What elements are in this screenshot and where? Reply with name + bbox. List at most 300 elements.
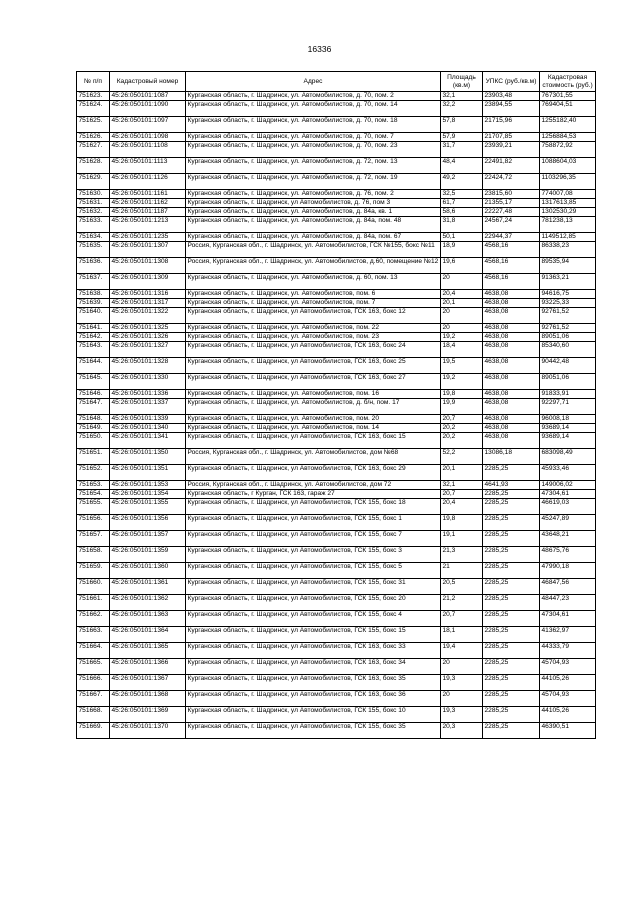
cell-cadastral-number: 45:26:050101:1359 <box>110 547 186 563</box>
cell-area: 18,4 <box>441 342 483 358</box>
table-row <box>77 611 596 627</box>
cell-area: 20 <box>441 659 483 675</box>
cell-address: Россия, Курганская обл., г. Шадринск, ул. Автомобилистов, дом №68 <box>186 449 441 465</box>
cell-address: Курганская область, г. Шадринск, ул. Автомобилистов, д. 70, пом. 7 <box>186 133 441 142</box>
cell-row-number: 751634. <box>77 233 110 242</box>
table-row <box>77 691 596 707</box>
cell-area: 20,1 <box>441 465 483 481</box>
cell-cadastral-number: 45:26:050101:1369 <box>110 707 186 723</box>
table-row <box>77 333 596 342</box>
cell-upks: 2285,25 <box>483 659 540 675</box>
cell-area: 57,8 <box>441 117 483 133</box>
cell-address: Курганская область, г. Шадринск, ул. Автомобилистов, д. 70, пом. 18 <box>186 117 441 133</box>
cell-address: Курганская область, г. Шадринск, ул. Автомобилистов, пом. 14 <box>186 424 441 433</box>
cell-upks: 4638,08 <box>483 399 540 415</box>
table-row <box>77 531 596 547</box>
cell-area: 61,7 <box>441 199 483 208</box>
cell-area: 20,7 <box>441 415 483 424</box>
cell-cadastral-number: 45:26:050101:1370 <box>110 723 186 739</box>
cell-upks: 21715,96 <box>483 117 540 133</box>
cell-row-number: 751630. <box>77 190 110 199</box>
cell-address: Курганская область, г. Шадринск, ул Автомобилистов, ГСК 163, бокс 12 <box>186 308 441 324</box>
table-row <box>77 595 596 611</box>
cell-cadastral-cost: 46390,51 <box>540 723 596 739</box>
cell-address: Курганская область, г. Шадринск, ул Автомобилистов, ГСК 155, бокс 4 <box>186 611 441 627</box>
cell-address: Курганская область, г. Шадринск, ул Автомобилистов, ГСК 155, бокс 5 <box>186 563 441 579</box>
cell-address: Россия, Курганская обл., г. Шадринск, ул. Автомобилистов, д.60, помещение №12 <box>186 258 441 274</box>
cell-row-number: 751631. <box>77 199 110 208</box>
table-row <box>77 190 596 199</box>
cell-address: Курганская область, г. Шадринск, ул Автомобилистов, д. 76, пом 3 <box>186 199 441 208</box>
cell-area: 32,5 <box>441 190 483 199</box>
cell-row-number: 751629. <box>77 174 110 190</box>
cell-area: 57,9 <box>441 133 483 142</box>
cell-area: 19,8 <box>441 515 483 531</box>
cell-upks: 23894,55 <box>483 101 540 117</box>
table-row <box>77 579 596 595</box>
cell-upks: 13086,18 <box>483 449 540 465</box>
cell-cadastral-number: 45:26:050101:1126 <box>110 174 186 190</box>
cell-area: 19,3 <box>441 675 483 691</box>
cell-upks: 24567,24 <box>483 217 540 233</box>
cell-upks: 2285,25 <box>483 531 540 547</box>
cell-cadastral-cost: 89535,94 <box>540 258 596 274</box>
table-row <box>77 374 596 390</box>
cell-area: 18,1 <box>441 627 483 643</box>
table-row <box>77 274 596 290</box>
cell-row-number: 751647. <box>77 399 110 415</box>
table-row <box>77 499 596 515</box>
cell-row-number: 751642. <box>77 333 110 342</box>
cell-area: 32,2 <box>441 101 483 117</box>
header-cadastral-number: Кадастровый номер <box>110 72 186 92</box>
cell-row-number: 751654. <box>77 490 110 499</box>
cell-upks: 4638,08 <box>483 342 540 358</box>
cell-area: 21,2 <box>441 595 483 611</box>
cell-cadastral-cost: 44105,26 <box>540 707 596 723</box>
cell-cadastral-number: 45:26:050101:1316 <box>110 290 186 299</box>
table-row <box>77 217 596 233</box>
cell-cadastral-cost: 781238,13 <box>540 217 596 233</box>
cell-row-number: 751667. <box>77 691 110 707</box>
cell-address: Курганская область, г. Шадринск, ул Автомобилистов, ГСК 163, бокс 33 <box>186 643 441 659</box>
cell-area: 20,2 <box>441 424 483 433</box>
cell-row-number: 751625. <box>77 117 110 133</box>
cell-address: Курганская область, г. Шадринск, ул Автомобилистов, ГСК 155, бокс 3 <box>186 547 441 563</box>
cell-area: 20 <box>441 324 483 333</box>
cell-cadastral-number: 45:26:050101:1161 <box>110 190 186 199</box>
cell-upks: 2285,25 <box>483 595 540 611</box>
cell-upks: 2285,25 <box>483 611 540 627</box>
cell-area: 20 <box>441 691 483 707</box>
table-row <box>77 242 596 258</box>
cell-cadastral-number: 45:26:050101:1330 <box>110 374 186 390</box>
table-row <box>77 92 596 101</box>
table-row <box>77 308 596 324</box>
table-row <box>77 399 596 415</box>
cell-cadastral-number: 45:26:050101:1328 <box>110 358 186 374</box>
cell-cadastral-number: 45:26:050101:1341 <box>110 433 186 449</box>
cell-upks: 23815,60 <box>483 190 540 199</box>
cell-cadastral-cost: 92761,52 <box>540 308 596 324</box>
table-row <box>77 490 596 499</box>
cell-cadastral-cost: 91363,21 <box>540 274 596 290</box>
table-row <box>77 675 596 691</box>
table-row <box>77 415 596 424</box>
cell-row-number: 751632. <box>77 208 110 217</box>
cell-cadastral-cost: 1103296,35 <box>540 174 596 190</box>
table-row <box>77 515 596 531</box>
cell-row-number: 751662. <box>77 611 110 627</box>
cell-upks: 4568,16 <box>483 258 540 274</box>
cell-cadastral-number: 45:26:050101:1340 <box>110 424 186 433</box>
cell-address: Курганская область, г. Шадринск, ул. Автомобилистов, д. 84а, пом. 48 <box>186 217 441 233</box>
cell-upks: 4638,08 <box>483 290 540 299</box>
cell-row-number: 751645. <box>77 374 110 390</box>
table-row <box>77 133 596 142</box>
cell-upks: 2285,25 <box>483 643 540 659</box>
cell-upks: 23939,21 <box>483 142 540 158</box>
cell-address: Курганская область, г. Шадринск, ул. Автомобилистов, д. б/н, пом. 17 <box>186 399 441 415</box>
table-row <box>77 342 596 358</box>
cell-cadastral-cost: 48447,23 <box>540 595 596 611</box>
page-number: 16336 <box>307 44 332 54</box>
cell-cadastral-cost: 89051,06 <box>540 333 596 342</box>
cell-cadastral-number: 45:26:050101:1365 <box>110 643 186 659</box>
cell-address: Курганская область, г. Шадринск, ул Автомобилистов, ГСК 163, бокс 29 <box>186 465 441 481</box>
cell-area: 19,5 <box>441 358 483 374</box>
cell-upks: 2285,25 <box>483 707 540 723</box>
cell-cadastral-number: 45:26:050101:1327 <box>110 342 186 358</box>
header-upks: УПКС (руб./кв.м) <box>483 72 540 92</box>
cell-address: Курганская область, г. Шадринск, ул. Автомобилистов, д. 70, пом. 2 <box>186 92 441 101</box>
cell-cadastral-number: 45:26:050101:1360 <box>110 563 186 579</box>
cell-row-number: 751656. <box>77 515 110 531</box>
cell-cadastral-number: 45:26:050101:1363 <box>110 611 186 627</box>
cell-area: 19,2 <box>441 374 483 390</box>
cell-row-number: 751663. <box>77 627 110 643</box>
cell-cadastral-cost: 47304,61 <box>540 611 596 627</box>
cell-area: 48,4 <box>441 158 483 174</box>
cell-upks: 2285,25 <box>483 465 540 481</box>
cell-cadastral-cost: 45704,93 <box>540 691 596 707</box>
table-row <box>77 324 596 333</box>
cell-upks: 23903,48 <box>483 92 540 101</box>
table-row <box>77 723 596 739</box>
cell-cadastral-cost: 86338,23 <box>540 242 596 258</box>
table-row <box>77 233 596 242</box>
cell-upks: 21355,17 <box>483 199 540 208</box>
cell-address: Курганская область, г. Шадринск, ул Автомобилистов, ГСК 155, бокс 31 <box>186 579 441 595</box>
cell-cadastral-number: 45:26:050101:1368 <box>110 691 186 707</box>
cell-upks: 4638,08 <box>483 324 540 333</box>
cell-upks: 4638,08 <box>483 374 540 390</box>
cell-cadastral-cost: 1149512,85 <box>540 233 596 242</box>
cell-upks: 4638,08 <box>483 358 540 374</box>
table-row <box>77 142 596 158</box>
cell-cadastral-number: 45:26:050101:1351 <box>110 465 186 481</box>
table-row <box>77 643 596 659</box>
cell-cadastral-number: 45:26:050101:1108 <box>110 142 186 158</box>
cell-row-number: 751635. <box>77 242 110 258</box>
cell-address: Курганская область, г. Шадринск, ул. Автомобилистов, д. 84а, кв. 1 <box>186 208 441 217</box>
cell-area: 19,2 <box>441 333 483 342</box>
cell-area: 31,7 <box>441 142 483 158</box>
cell-upks: 4638,08 <box>483 390 540 399</box>
cell-address: Курганская область, г. Шадринск, ул. Автомобилистов, пом. 23 <box>186 333 441 342</box>
cell-upks: 2285,25 <box>483 627 540 643</box>
cell-cadastral-cost: 1255182,40 <box>540 117 596 133</box>
cell-cadastral-cost: 683098,49 <box>540 449 596 465</box>
cell-cadastral-number: 45:26:050101:1355 <box>110 499 186 515</box>
cell-upks: 22424,72 <box>483 174 540 190</box>
cell-upks: 4638,08 <box>483 415 540 424</box>
cell-row-number: 751626. <box>77 133 110 142</box>
cell-row-number: 751655. <box>77 499 110 515</box>
cell-area: 21,3 <box>441 547 483 563</box>
table-row <box>77 199 596 208</box>
cell-cadastral-cost: 46847,56 <box>540 579 596 595</box>
cell-cadastral-number: 45:26:050101:1113 <box>110 158 186 174</box>
cell-area: 31,8 <box>441 217 483 233</box>
cell-address: Курганская область, г. Шадринск, ул Автомобилистов, ГСК 155, бокс 35 <box>186 723 441 739</box>
cell-address: Курганская область, г. Шадринск, ул Автомобилистов, ГСК 163, бокс 34 <box>186 659 441 675</box>
cell-address: Курганская область, г. Шадринск, ул. Автомобилистов, д. 60, пом. 13 <box>186 274 441 290</box>
table-row <box>77 174 596 190</box>
cell-upks: 22227,48 <box>483 208 540 217</box>
cell-cadastral-number: 45:26:050101:1308 <box>110 258 186 274</box>
cell-row-number: 751650. <box>77 433 110 449</box>
cell-area: 19,4 <box>441 643 483 659</box>
cell-upks: 4638,08 <box>483 299 540 308</box>
header-address: Адрес <box>186 72 441 92</box>
cell-cadastral-cost: 92297,71 <box>540 399 596 415</box>
cell-area: 49,2 <box>441 174 483 190</box>
cell-cadastral-cost: 46619,03 <box>540 499 596 515</box>
cell-row-number: 751668. <box>77 707 110 723</box>
cell-area: 20,1 <box>441 299 483 308</box>
cell-cadastral-cost: 45933,46 <box>540 465 596 481</box>
cell-cadastral-cost: 85340,60 <box>540 342 596 358</box>
cell-area: 32,1 <box>441 481 483 490</box>
cell-cadastral-cost: 96008,18 <box>540 415 596 424</box>
cell-address: Курганская область, г. Шадринск, ул Автомобилистов, ГСК 155, бокс 15 <box>186 627 441 643</box>
cell-cadastral-number: 45:26:050101:1356 <box>110 515 186 531</box>
cell-row-number: 751664. <box>77 643 110 659</box>
cell-cadastral-number: 45:26:050101:1097 <box>110 117 186 133</box>
cell-address: Россия, Курганская обл., г. Шадринск, ул. Автомобилистов, дом 72 <box>186 481 441 490</box>
cell-row-number: 751643. <box>77 342 110 358</box>
table-row <box>77 208 596 217</box>
cell-row-number: 751659. <box>77 563 110 579</box>
cell-upks: 22491,82 <box>483 158 540 174</box>
cell-cadastral-number: 45:26:050101:1213 <box>110 217 186 233</box>
cell-address: Курганская область, г Курган, ГСК 163, гараж 27 <box>186 490 441 499</box>
cell-upks: 4568,16 <box>483 274 540 290</box>
cell-area: 20,3 <box>441 723 483 739</box>
cell-address: Курганская область, г. Шадринск, ул Автомобилистов, ГСК 155, бокс 10 <box>186 707 441 723</box>
cell-row-number: 751639. <box>77 299 110 308</box>
cell-row-number: 751652. <box>77 465 110 481</box>
cell-upks: 4638,08 <box>483 308 540 324</box>
cell-row-number: 751641. <box>77 324 110 333</box>
cell-upks: 2285,25 <box>483 563 540 579</box>
cell-address: Курганская область, г. Шадринск, ул. Автомобилистов, пом. 7 <box>186 299 441 308</box>
cell-row-number: 751640. <box>77 308 110 324</box>
cell-address: Курганская область, г. Шадринск, ул. Автомобилистов, д. 72, пом. 13 <box>186 158 441 174</box>
cell-cadastral-number: 45:26:050101:1326 <box>110 333 186 342</box>
cell-area: 20,7 <box>441 611 483 627</box>
cell-cadastral-cost: 758872,92 <box>540 142 596 158</box>
cell-cadastral-cost: 1256884,53 <box>540 133 596 142</box>
cell-cadastral-number: 45:26:050101:1362 <box>110 595 186 611</box>
cell-cadastral-number: 45:26:050101:1098 <box>110 133 186 142</box>
cell-cadastral-number: 45:26:050101:1336 <box>110 390 186 399</box>
table-row <box>77 433 596 449</box>
table-row <box>77 659 596 675</box>
cell-row-number: 751623. <box>77 92 110 101</box>
cell-cadastral-number: 45:26:050101:1354 <box>110 490 186 499</box>
cell-cadastral-number: 45:26:050101:1187 <box>110 208 186 217</box>
cell-row-number: 751648. <box>77 415 110 424</box>
cell-row-number: 751660. <box>77 579 110 595</box>
cell-area: 58,6 <box>441 208 483 217</box>
cell-cadastral-number: 45:26:050101:1235 <box>110 233 186 242</box>
cell-address: Курганская область, г. Шадринск, ул Автомобилистов, ГСК 155, бокс 1 <box>186 515 441 531</box>
cell-cadastral-number: 45:26:050101:1322 <box>110 308 186 324</box>
cell-cadastral-cost: 1302530,29 <box>540 208 596 217</box>
cell-upks: 2285,25 <box>483 579 540 595</box>
cell-area: 19,1 <box>441 531 483 547</box>
cell-address: Курганская область, г. Шадринск, ул. Автомобилистов, пом. 22 <box>186 324 441 333</box>
cell-row-number: 751661. <box>77 595 110 611</box>
cell-cadastral-number: 45:26:050101:1309 <box>110 274 186 290</box>
cell-cadastral-cost: 93689,14 <box>540 433 596 449</box>
table-row <box>77 465 596 481</box>
cell-cadastral-number: 45:26:050101:1307 <box>110 242 186 258</box>
cell-address: Россия, Курганская обл., г. Шадринск, ул. Автомобилистов, ГСК №155, бокс №11 <box>186 242 441 258</box>
cell-upks: 2285,25 <box>483 490 540 499</box>
cell-upks: 4568,16 <box>483 242 540 258</box>
cell-cadastral-number: 45:26:050101:1317 <box>110 299 186 308</box>
cell-area: 52,2 <box>441 449 483 465</box>
cell-cadastral-cost: 767301,55 <box>540 92 596 101</box>
cell-cadastral-number: 45:26:050101:1337 <box>110 399 186 415</box>
cell-upks: 21707,85 <box>483 133 540 142</box>
cell-row-number: 751649. <box>77 424 110 433</box>
cell-cadastral-cost: 1088604,03 <box>540 158 596 174</box>
cell-cadastral-number: 45:26:050101:1367 <box>110 675 186 691</box>
cell-row-number: 751638. <box>77 290 110 299</box>
cell-upks: 2285,25 <box>483 499 540 515</box>
cell-upks: 2285,25 <box>483 675 540 691</box>
table-row <box>77 290 596 299</box>
table-row <box>77 117 596 133</box>
table-row <box>77 481 596 490</box>
cell-cadastral-number: 45:26:050101:1366 <box>110 659 186 675</box>
cell-cadastral-cost: 769404,51 <box>540 101 596 117</box>
header-cadastral-cost: Кадастровая стоимость (руб.) <box>540 72 596 92</box>
cell-upks: 2285,25 <box>483 515 540 531</box>
header-number: № п/п <box>77 72 110 92</box>
cell-row-number: 751665. <box>77 659 110 675</box>
cell-cadastral-cost: 43648,21 <box>540 531 596 547</box>
cell-cadastral-cost: 90442,48 <box>540 358 596 374</box>
cell-cadastral-number: 45:26:050101:1350 <box>110 449 186 465</box>
cell-address: Курганская область, г. Шадринск, ул Автомобилистов, ГСК 163, бокс 35 <box>186 675 441 691</box>
cell-cadastral-cost: 41362,97 <box>540 627 596 643</box>
cell-area: 19,8 <box>441 390 483 399</box>
cell-row-number: 751658. <box>77 547 110 563</box>
table-row <box>77 563 596 579</box>
table-body <box>77 92 596 739</box>
table-row <box>77 299 596 308</box>
cell-row-number: 751627. <box>77 142 110 158</box>
cell-cadastral-cost: 92761,52 <box>540 324 596 333</box>
cell-area: 19,9 <box>441 399 483 415</box>
cell-row-number: 751636. <box>77 258 110 274</box>
cell-address: Курганская область, г. Шадринск, ул. Автомобилистов, пом. 20 <box>186 415 441 424</box>
cell-cadastral-cost: 89051,06 <box>540 374 596 390</box>
header-area: Площадь (кв.м) <box>441 72 483 92</box>
cell-row-number: 751646. <box>77 390 110 399</box>
table-row <box>77 158 596 174</box>
cell-row-number: 751669. <box>77 723 110 739</box>
cell-upks: 2285,25 <box>483 723 540 739</box>
cell-area: 32,1 <box>441 92 483 101</box>
table-header-row <box>77 72 596 92</box>
cell-row-number: 751628. <box>77 158 110 174</box>
cell-cadastral-cost: 45247,89 <box>540 515 596 531</box>
cell-row-number: 751657. <box>77 531 110 547</box>
cell-area: 20,7 <box>441 490 483 499</box>
cell-area: 20 <box>441 274 483 290</box>
cell-cadastral-number: 45:26:050101:1361 <box>110 579 186 595</box>
cell-cadastral-cost: 149006,02 <box>540 481 596 490</box>
cell-area: 18,9 <box>441 242 483 258</box>
cell-cadastral-cost: 94616,75 <box>540 290 596 299</box>
table-row <box>77 390 596 399</box>
cell-cadastral-number: 45:26:050101:1325 <box>110 324 186 333</box>
cell-cadastral-cost: 47304,61 <box>540 490 596 499</box>
cell-cadastral-cost: 93689,14 <box>540 424 596 433</box>
cell-cadastral-cost: 93225,33 <box>540 299 596 308</box>
cell-cadastral-number: 45:26:050101:1162 <box>110 199 186 208</box>
cell-area: 20,2 <box>441 433 483 449</box>
cell-cadastral-cost: 44105,26 <box>540 675 596 691</box>
cell-cadastral-cost: 47990,18 <box>540 563 596 579</box>
cell-cadastral-number: 45:26:050101:1090 <box>110 101 186 117</box>
cell-area: 20,4 <box>441 499 483 515</box>
cell-upks: 4641,93 <box>483 481 540 490</box>
table-row <box>77 424 596 433</box>
cell-area: 20,5 <box>441 579 483 595</box>
cell-address: Курганская область, г. Шадринск, ул Автомобилистов, ГСК 155, бокс 20 <box>186 595 441 611</box>
cell-address: Курганская область, г. Шадринск, ул. Автомобилистов, д. 70, пом. 23 <box>186 142 441 158</box>
cell-cadastral-cost: 1317613,85 <box>540 199 596 208</box>
cell-area: 20 <box>441 308 483 324</box>
cadastral-table <box>76 71 596 739</box>
cell-area: 20,4 <box>441 290 483 299</box>
cell-cadastral-cost: 91833,91 <box>540 390 596 399</box>
cell-cadastral-number: 45:26:050101:1339 <box>110 415 186 424</box>
cell-cadastral-cost: 44333,79 <box>540 643 596 659</box>
cell-upks: 22944,37 <box>483 233 540 242</box>
cell-address: Курганская область, г. Шадринск, ул Автомобилистов, ГСК 155, бокс 7 <box>186 531 441 547</box>
table-row <box>77 101 596 117</box>
cell-address: Курганская область, г. Шадринск, ул Автомобилистов, ГСК 163, бокс 36 <box>186 691 441 707</box>
cell-upks: 4638,08 <box>483 333 540 342</box>
